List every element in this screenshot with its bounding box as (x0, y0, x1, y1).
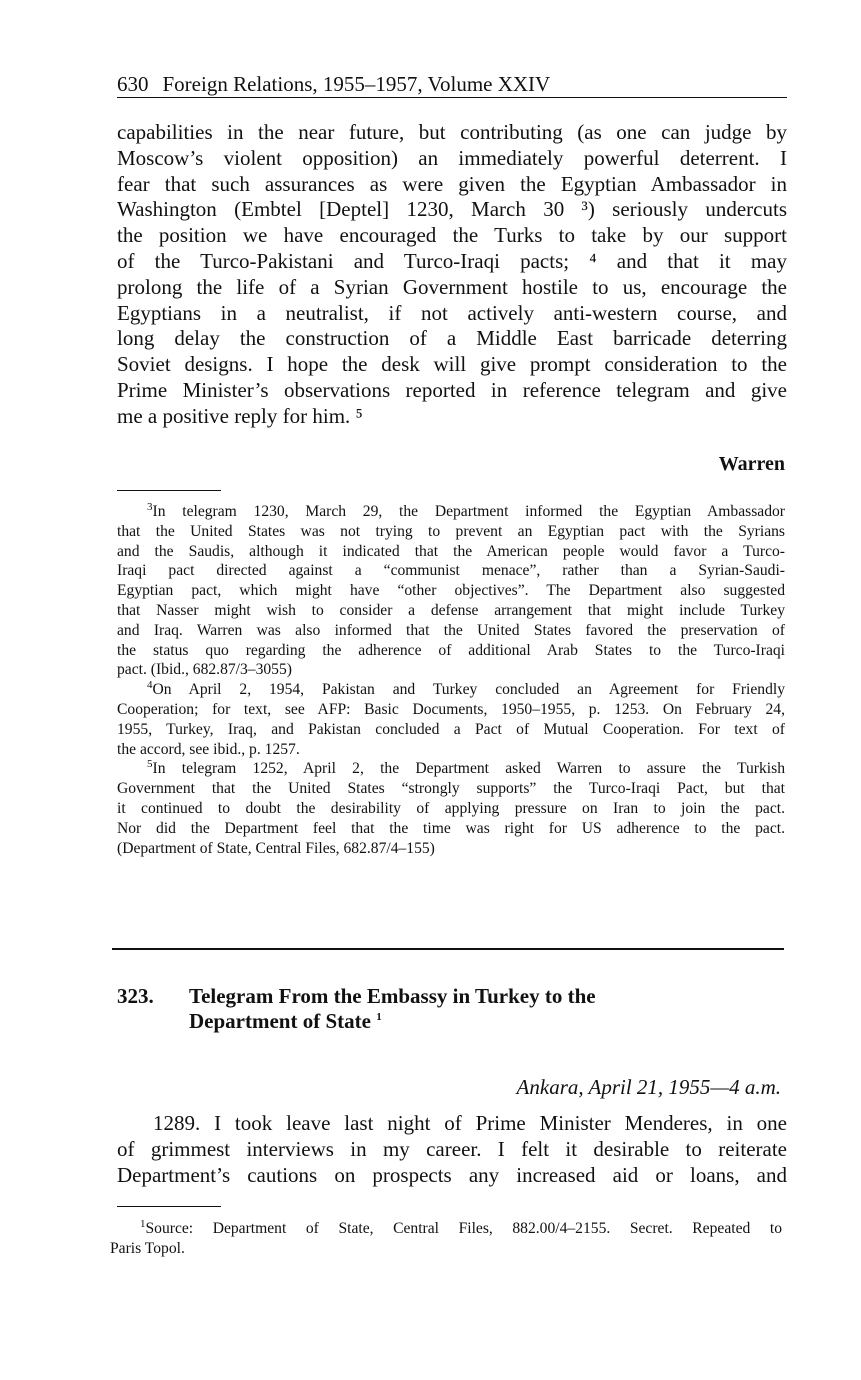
text-line: of the Turco-Pakistani and Turco-Iraqi pacts; ⁴ and that it may (117, 248, 787, 273)
text-line: fear that such assurances as were given the Egyptian Ambassador in (117, 171, 787, 196)
text-line: Prime Minister’s observations reported in reference telegram and give (117, 377, 787, 402)
document-title: Telegram From the Embassy in Turkey to the Department of State $^1$ (189, 984, 596, 1033)
footnote-divider (117, 490, 221, 491)
footnote-marker: 1 (376, 1011, 382, 1023)
footnote-marker: 4 (147, 678, 153, 691)
page-number: 630 (117, 72, 149, 96)
continuation-paragraph (117, 120, 787, 430)
text-line: me a positive reply for him. ⁵ (117, 403, 363, 428)
volume-title: Foreign Relations, 1955–1957, Volume XXIV (162, 72, 551, 96)
footnote-5: $^5$In telegram 1252, April 2, the Department asked Warren to assure the Turkish Government that the United States “strongly supports” the Turco-Iraqi Pact, but that it continued to doubt the desirability of applying pressure on Iran to join the pact. Nor did the Department feel that the time was right for US adherence to the pact. (Department of State, Central Files, 682.87/4–155) (117, 758, 785, 857)
text-line: Washington (Embtel [Deptel] 1230, March 30 ³) seriously undercuts (117, 197, 787, 222)
footnote-3: $^3$In telegram 1230, March 29, the Department informed the Egyptian Ambassador that the United States was not trying to prevent an Egyptian pact with the Syrians and the Saudis, although it indicated that the American people would favor a Turco- Iraqi pact directed against a “communist menace”, rather than a Syrian-Saudi- Egyptian pact, which might have “other objectives”. The Department also suggested that Nasser might wish to consider a defense arrangement that might include Turkey and Iraq. Warren was also informed that the United States favored the preservation of the status quo regarding the adherence of additional Arab States to the Turco-Iraqi pact. (Ibid., 682.87/3–3055) (117, 500, 785, 679)
source-footnote: $^1$Source: Department of State, Central Files, 882.00/4–2155. Secret. Repeated to Paris Topol. (110, 1217, 782, 1257)
footnote-marker: 3 (147, 500, 153, 513)
text-line: prolong the life of a Syrian Government hostile to us, encourage the (117, 274, 787, 299)
signature: Warren (718, 453, 785, 475)
text-line: capabilities in the near future, but contributing (as one can judge by (117, 120, 787, 144)
text-line: of grimmest interviews in my career. I felt it desirable to reiterate (117, 1136, 787, 1161)
text-line: Egyptians in a neutralist, if not actively anti-western course, and (117, 300, 787, 325)
footnote-divider (117, 1206, 221, 1207)
text-line: long delay the construction of a Middle East barricade deterring (117, 326, 787, 351)
section-divider (112, 948, 784, 950)
footnotes (117, 502, 785, 858)
telegram-body (117, 1111, 787, 1188)
text-line: Soviet designs. I hope the desk will give prompt consideration to the (117, 352, 787, 377)
text-line: the position we have encouraged the Turks to take by our support (117, 223, 787, 248)
footnote-marker: 5 (147, 758, 153, 771)
dateline: Ankara, April 21, 1955—4 a.m. (516, 1075, 781, 1099)
text-line: 1289. I took leave last night of Prime Minister Menderes, in one (153, 1111, 787, 1135)
text-line: Moscow’s violent opposition) an immediately powerful deterrent. I (117, 145, 787, 170)
document-number: 323. (117, 984, 154, 1008)
text-line: Department’s cautions on prospects any increased aid or loans, and (117, 1162, 787, 1187)
footnote-marker: 1 (140, 1217, 146, 1230)
footnote-4: $^4$On April 2, 1954, Pakistan and Turkey concluded an Agreement for Friendly Cooperation; for text, see AFP: Basic Documents, 1950–1955, p. 1253. On February 24, 1955, Turkey, Iraq, and Pakistan concluded a Pact of Mutual Cooperation. For text of the accord, see ibid., p. 1257. (117, 678, 785, 758)
running-head (117, 72, 787, 98)
